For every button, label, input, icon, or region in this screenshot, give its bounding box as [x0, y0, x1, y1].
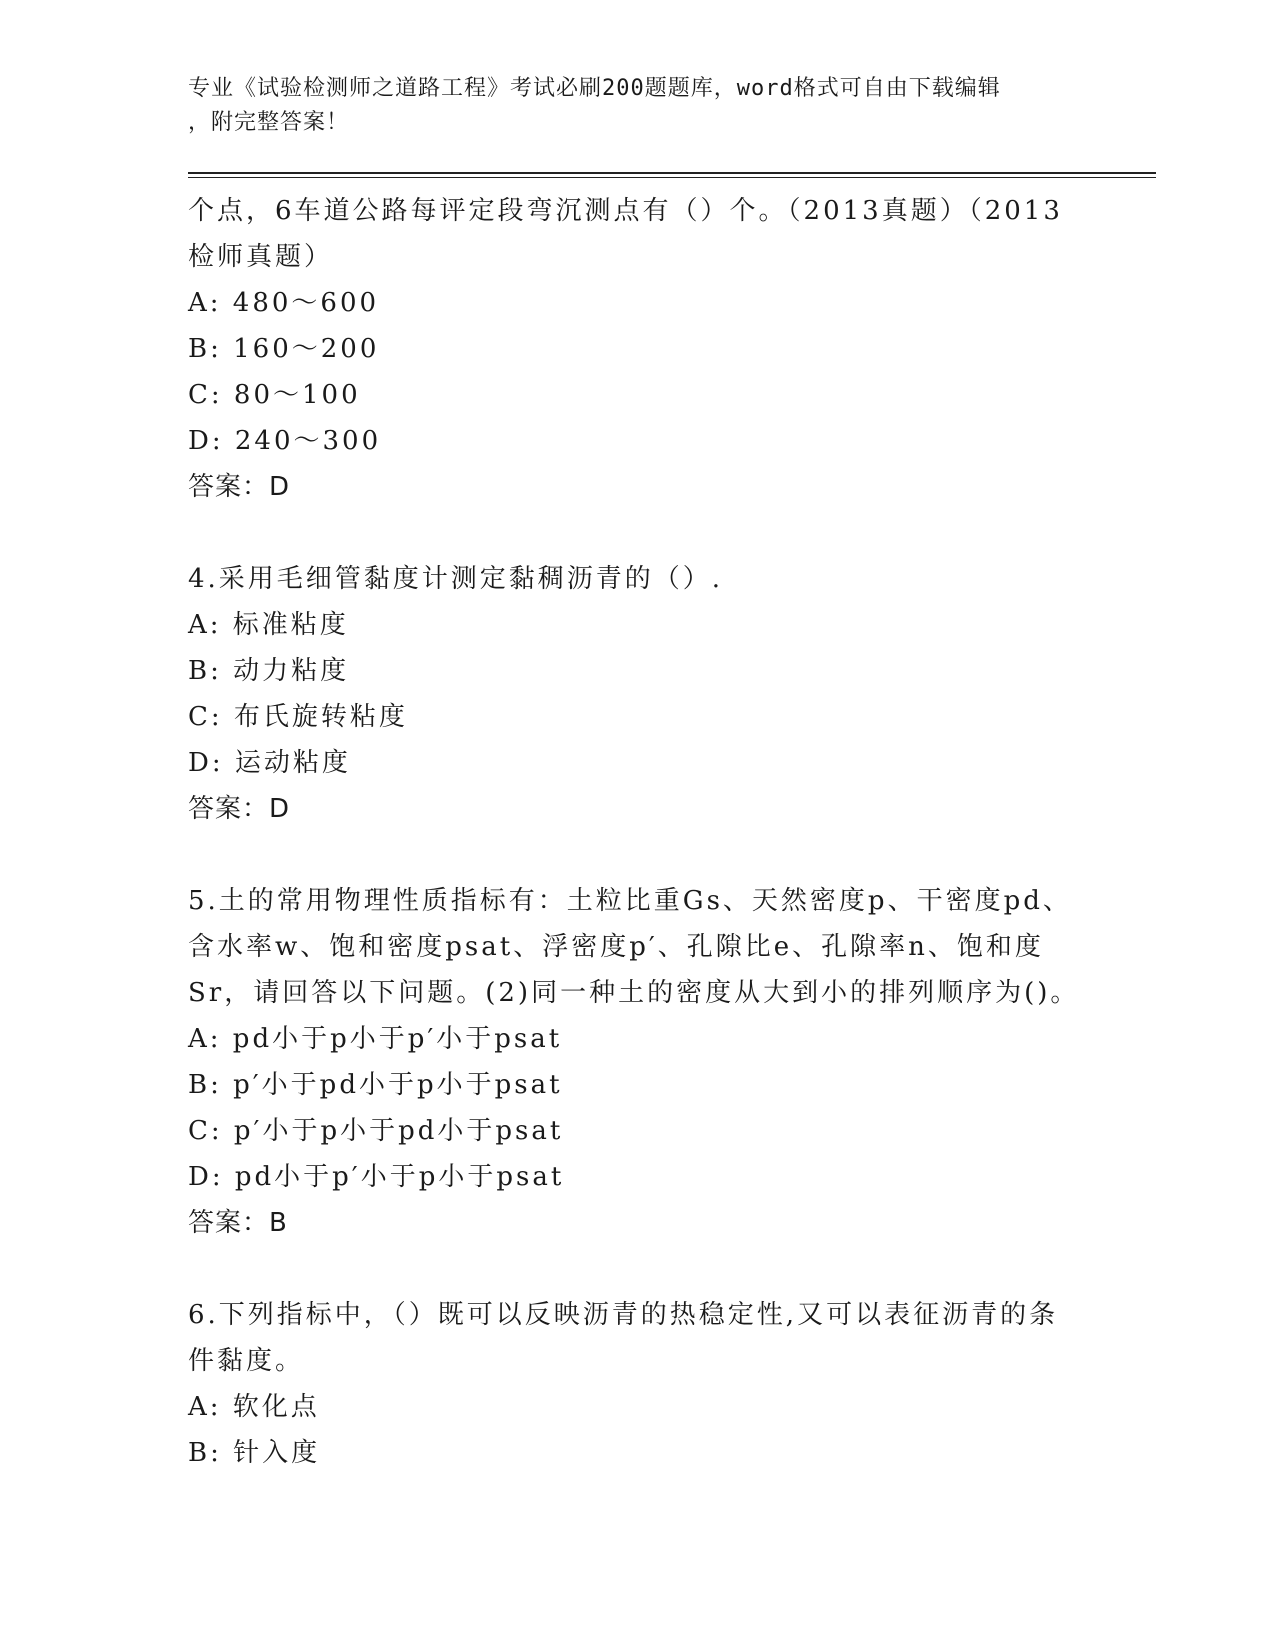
question-stem-continued: 检师真题）	[188, 242, 334, 272]
question-stem: 5.土的常用物理性质指标有：土粒比重Gs、天然密度p、干密度pd、	[188, 886, 1072, 916]
question-stem-continued: 含水率w、饱和密度psat、浮密度p′、孔隙比e、孔隙率n、饱和度	[188, 932, 1044, 962]
option-b: B: 动力粘度	[188, 656, 350, 686]
question-4	[188, 556, 1068, 832]
answer-label: 答案：D	[188, 472, 291, 502]
header-title-line-continued: ，附完整答案！	[188, 110, 350, 135]
option-c: C: 80～100	[188, 380, 361, 410]
option-b: B: 针入度	[188, 1438, 321, 1468]
header-title-line: 专业《试验检测师之道路工程》考试必刷200题题库，word格式可自由下载编辑	[188, 76, 1001, 101]
option-b: B: 160～200	[188, 334, 380, 364]
answer-label: 答案：D	[188, 794, 291, 824]
question-stem: 6.下列指标中，（）既可以反映沥青的热稳定性,又可以表征沥青的条	[188, 1300, 1059, 1330]
option-d: D: pd小于p′小于p小于psat	[188, 1162, 565, 1192]
option-d: D: 运动粘度	[188, 748, 351, 778]
option-c: C: p′小于p小于pd小于psat	[188, 1116, 564, 1146]
option-a: A: 480～600	[188, 288, 380, 318]
question-stem-continued: Sr，请回答以下问题。(2)同一种土的密度从大到小的排列顺序为()。	[188, 978, 1080, 1008]
question-list	[188, 188, 1080, 1476]
question-6	[188, 1292, 1068, 1476]
document-header	[188, 72, 1068, 140]
option-b: B: p′小于pd小于p小于psat	[188, 1070, 563, 1100]
question-3	[188, 188, 1068, 510]
header-divider-bottom	[188, 177, 1156, 178]
question-stem-continued: 件黏度。	[188, 1346, 305, 1376]
option-a: A: pd小于p小于p′小于psat	[188, 1024, 563, 1054]
header-divider-top	[188, 172, 1156, 174]
option-a: A: 标准粘度	[188, 610, 349, 640]
option-a: A: 软化点	[188, 1392, 320, 1422]
option-d: D: 240～300	[188, 426, 382, 456]
question-spacer	[188, 510, 1068, 556]
option-c: C: 布氏旋转粘度	[188, 702, 408, 732]
question-spacer	[188, 832, 1068, 878]
answer-label: 答案：B	[188, 1208, 288, 1238]
question-spacer	[188, 1246, 1068, 1292]
question-stem: 个点，6车道公路每评定段弯沉测点有（）个。（2013真题）（2013	[188, 196, 1063, 226]
question-5	[188, 878, 1080, 1246]
question-stem: 4.采用毛细管黏度计测定黏稠沥青的（）.	[188, 564, 724, 594]
